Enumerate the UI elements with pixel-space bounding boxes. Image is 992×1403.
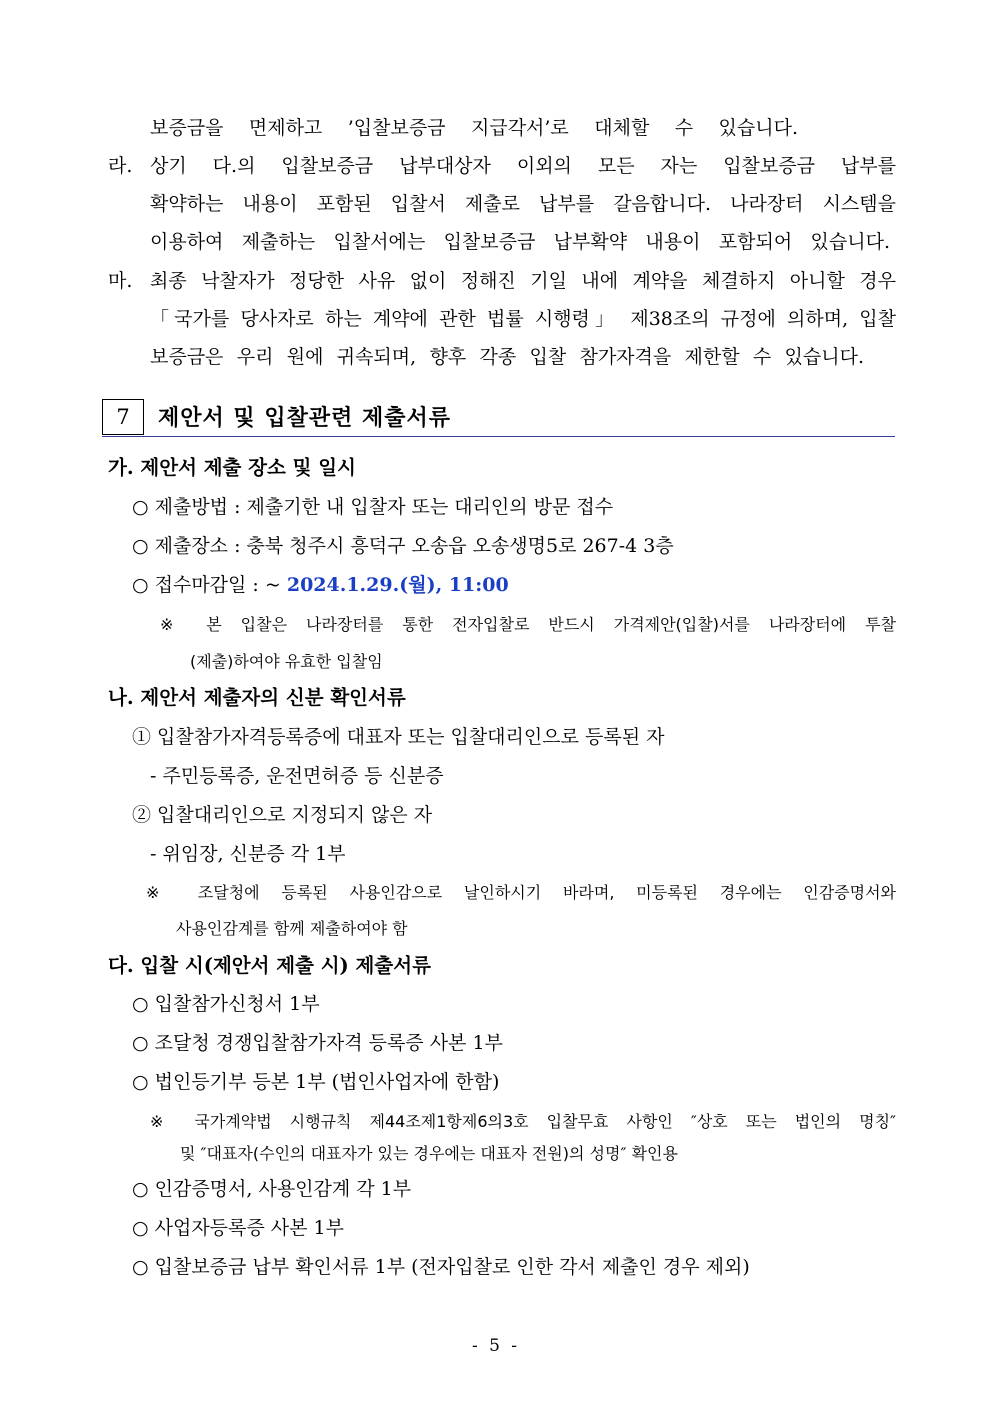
note-text: ※ 국가계약법 시행규칙 제44조제1항제6의3호 입찰무효 사항인 ″상호 또는 법인의 명칭″ [150,1112,896,1131]
list-item: ① 입찰참가자격등록증에 대표자 또는 입찰대리인으로 등록된 자 [132,726,665,748]
list-item: ○ 제출장소 : 충북 청주시 흥덕구 오송읍 오송생명5로 267-4 3층 [132,535,674,557]
section-title: 제안서 및 입찰관련 제출서류 [158,405,452,431]
list-item: ○ 사업자등록증 사본 1부 [132,1217,344,1239]
body-text-line: 보증금은 우리 원에 귀속되며, 향후 각종 입찰 참가자격을 제한할 수 있습니다. [150,346,864,368]
list-item: ② 입찰대리인으로 지정되지 않은 자 [132,804,433,826]
body-text-line: 「국가를 당사자로 하는 계약에 관한 법률 시행령」 제38조의 규정에 의하며, 입찰 [150,308,896,330]
section-number-box: 7 [102,399,144,435]
deadline-label: ○ 접수마감일 : ~ [132,574,287,596]
list-item: ○ 인감증명서, 사용인감계 각 1부 [132,1178,412,1200]
body-text-line: 이용하여 제출하는 입찰서에는 입찰보증금 납부확약 내용이 포함되어 있습니다. [150,231,890,253]
list-marker-ra: 라. [108,155,133,177]
note-text: ※ 조달청에 등록된 사용인감으로 날인하시기 바라며, 미등록된 경우에는 인감증명서와 [146,883,896,902]
list-item: ○ 입찰보증금 납부 확인서류 1부 (전자입찰로 인한 각서 제출인 경우 제외) [132,1256,750,1278]
list-marker-ma: 마. [108,270,133,292]
body-text-line: 상기 다.의 입찰보증금 납부대상자 이외의 모든 자는 입찰보증금 납부를 [150,155,896,177]
subsection-heading-ga: 가. 제안서 제출 장소 및 일시 [108,456,356,479]
body-text-line: 최종 낙찰자가 정당한 사유 없이 정해진 기일 내에 계약을 체결하지 아니할 경우 [150,270,896,292]
page-number: - 5 - [471,1336,521,1356]
list-item: ○ 제출방법 : 제출기한 내 입찰자 또는 대리인의 방문 접수 [132,496,614,518]
note-text: 및 ″대표자(수인의 대표자가 있는 경우에는 대표자 전원)의 성명″ 확인용 [180,1144,678,1163]
list-item: ○ 입찰참가신청서 1부 [132,993,320,1015]
list-sub-item: - 주민등록증, 운전면허증 등 신분증 [150,765,444,787]
body-text-line: 보증금을 면제하고 ’입찰보증금 지급각서’로 대체할 수 있습니다. [150,117,798,139]
note-text: ※ 본 입찰은 나라장터를 통한 전자입찰로 반드시 가격제안(입찰)서를 나라장터에 투찰 [160,615,896,634]
list-item: ○ 조달청 경쟁입찰참가자격 등록증 사본 1부 [132,1032,503,1054]
note-text: (제출)하여야 유효한 입찰임 [190,652,383,671]
deadline-value: 2024.1.29.(월), 11:00 [286,574,509,596]
subsection-heading-da: 다. 입찰 시(제안서 제출 시) 제출서류 [108,954,431,977]
list-item: ○ 법인등기부 등본 1부 (법인사업자에 한함) [132,1071,500,1093]
note-text: 사용인감계를 함께 제출하여야 함 [176,919,408,938]
list-item-deadline [132,572,509,598]
subsection-heading-na: 나. 제안서 제출자의 신분 확인서류 [108,686,406,709]
body-text-line: 확약하는 내용이 포함된 입찰서 제출로 납부를 갈음합니다. 나라장터 시스템을 [150,193,896,215]
section-divider [102,436,895,437]
list-sub-item: - 위임장, 신분증 각 1부 [150,843,346,865]
